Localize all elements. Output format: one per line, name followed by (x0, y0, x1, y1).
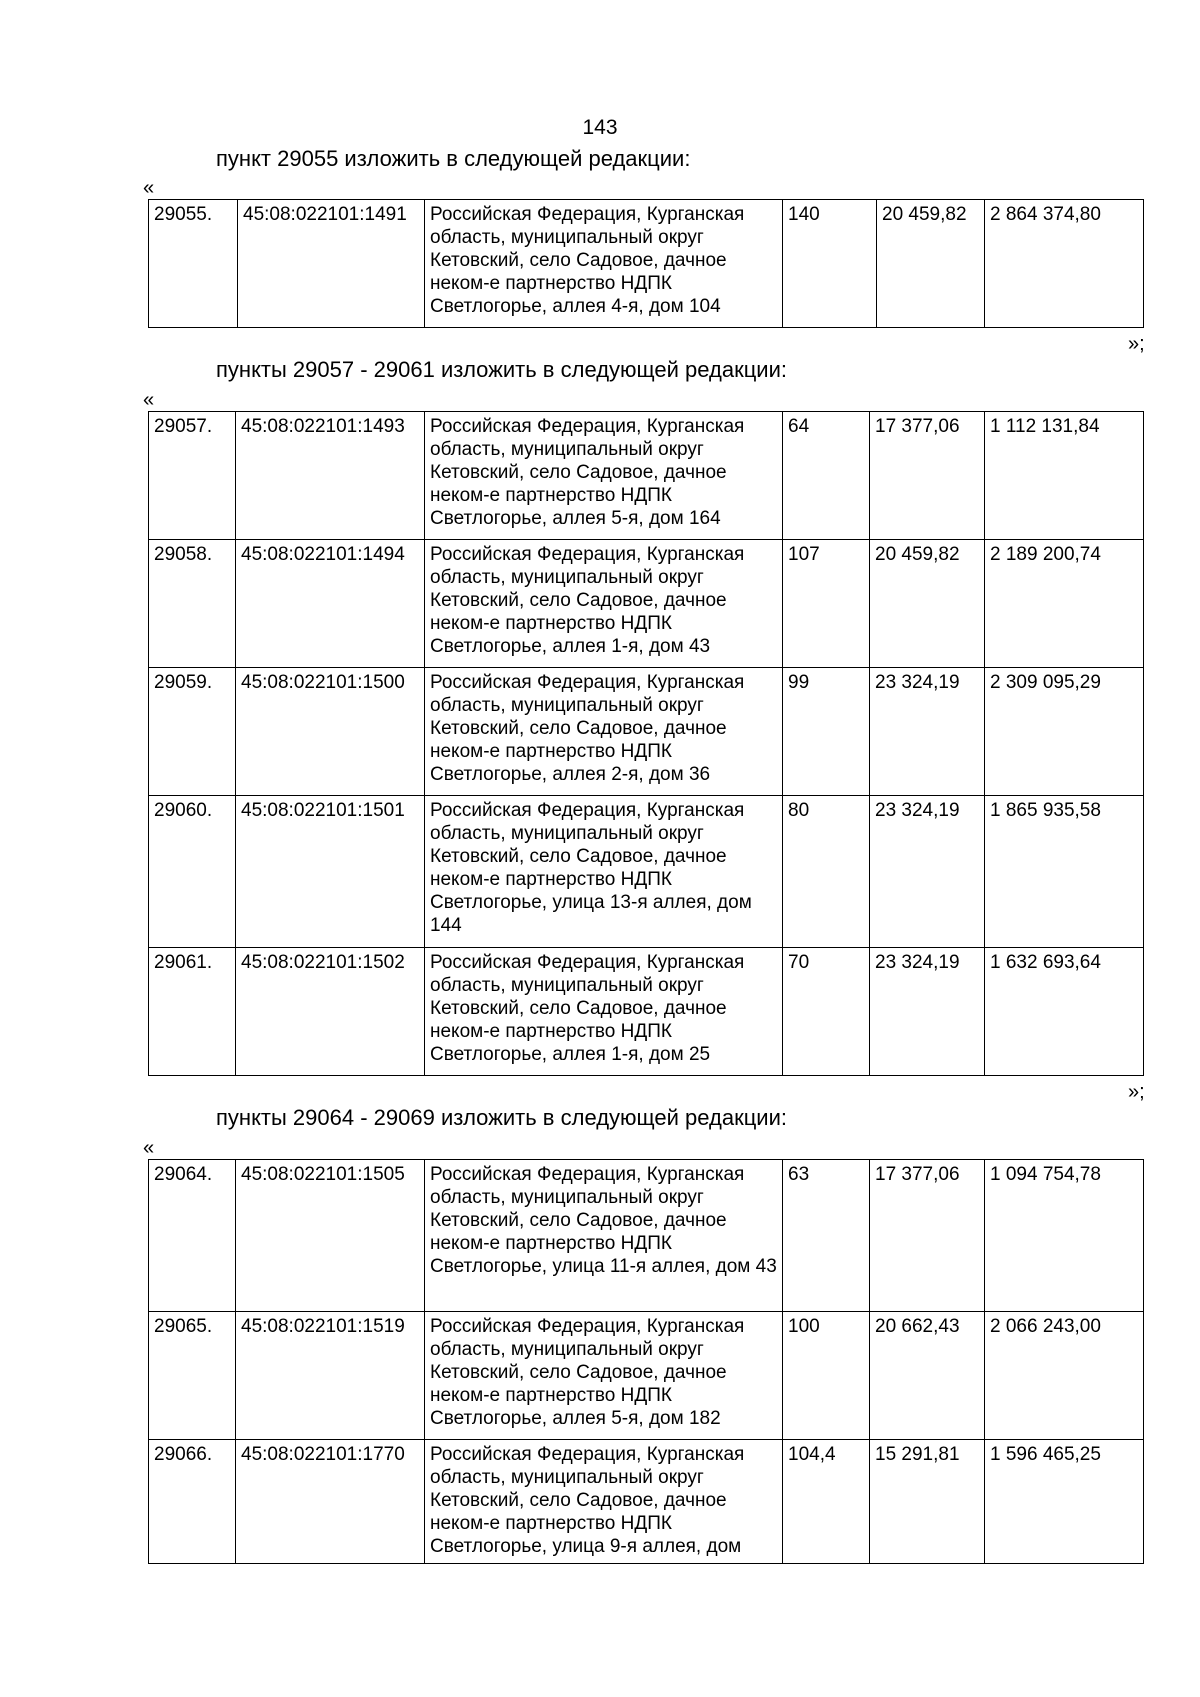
total-value: 2 864 374,80 (985, 200, 1144, 328)
cadastral-table (148, 1159, 1144, 1564)
row-number: 29058. (149, 540, 236, 668)
area: 70 (783, 948, 870, 1076)
total-value: 2 189 200,74 (985, 540, 1144, 668)
unit-price: 20 662,43 (870, 1312, 985, 1440)
section-heading: пункты 29064 - 29069 изложить в следующей редакции: (216, 1105, 788, 1130)
table-row (149, 540, 1144, 668)
area: 107 (783, 540, 870, 668)
section-heading: пункт 29055 изложить в следующей редакции: (216, 146, 691, 171)
close-quote: »; (1128, 333, 1145, 355)
table-row (149, 796, 1144, 948)
area: 104,4 (783, 1440, 870, 1564)
address: Российская Федерация, Курганская область, муниципальный округ Кетовский, село Садовое, дачное неком-е партнерство НДПК Светлогорье, улица 13-я аллея, дом 144 (425, 796, 783, 948)
row-number: 29059. (149, 668, 236, 796)
area: 80 (783, 796, 870, 948)
table-row (149, 1312, 1144, 1440)
table-row (149, 668, 1144, 796)
total-value: 2 066 243,00 (985, 1312, 1144, 1440)
address: Российская Федерация, Курганская область, муниципальный округ Кетовский, село Садовое, дачное неком-е партнерство НДПК Светлогорье, улица 11-я аллея, дом 43 (425, 1160, 783, 1312)
total-value: 1 632 693,64 (985, 948, 1144, 1076)
address: Российская Федерация, Курганская область, муниципальный округ Кетовский, село Садовое, дачное неком-е партнерство НДПК Светлогорье, аллея 1-я, дом 25 (425, 948, 783, 1076)
open-quote: « (143, 1137, 155, 1159)
area: 63 (783, 1160, 870, 1312)
cadastral-number: 45:08:022101:1519 (236, 1312, 425, 1440)
row-number: 29060. (149, 796, 236, 948)
unit-price: 20 459,82 (870, 540, 985, 668)
section-heading: пункты 29057 - 29061 изложить в следующей редакции: (216, 357, 788, 382)
table-row (149, 948, 1144, 1076)
address: Российская Федерация, Курганская область, муниципальный округ Кетовский, село Садовое, дачное неком-е партнерство НДПК Светлогорье, аллея 5-я, дом 164 (425, 412, 783, 540)
cadastral-table (148, 199, 1144, 328)
unit-price: 15 291,81 (870, 1440, 985, 1564)
address: Российская Федерация, Курганская область, муниципальный округ Кетовский, село Садовое, дачное неком-е партнерство НДПК Светлогорье, аллея 5-я, дом 182 (425, 1312, 783, 1440)
close-quote: »; (1128, 1081, 1145, 1103)
cadastral-number: 45:08:022101:1493 (236, 412, 425, 540)
row-number: 29066. (149, 1440, 236, 1564)
address: Российская Федерация, Курганская область, муниципальный округ Кетовский, село Садовое, дачное неком-е партнерство НДПК Светлогорье, улица 9-я аллея, дом (425, 1440, 783, 1564)
area: 140 (783, 200, 877, 328)
total-value: 1 112 131,84 (985, 412, 1144, 540)
table-row (149, 412, 1144, 540)
table-row (149, 1160, 1144, 1312)
total-value: 1 865 935,58 (985, 796, 1144, 948)
unit-price: 17 377,06 (870, 412, 985, 540)
area: 99 (783, 668, 870, 796)
area: 64 (783, 412, 870, 540)
unit-price: 20 459,82 (877, 200, 985, 328)
total-value: 2 309 095,29 (985, 668, 1144, 796)
cadastral-number: 45:08:022101:1505 (236, 1160, 425, 1312)
row-number: 29061. (149, 948, 236, 1076)
unit-price: 23 324,19 (870, 668, 985, 796)
row-number: 29055. (149, 200, 238, 328)
table-row (149, 1440, 1144, 1564)
address: Российская Федерация, Курганская область, муниципальный округ Кетовский, село Садовое, дачное неком-е партнерство НДПК Светлогорье, аллея 4-я, дом 104 (425, 200, 783, 328)
row-number: 29064. (149, 1160, 236, 1312)
address: Российская Федерация, Курганская область, муниципальный округ Кетовский, село Садовое, дачное неком-е партнерство НДПК Светлогорье, аллея 1-я, дом 43 (425, 540, 783, 668)
cadastral-number: 45:08:022101:1502 (236, 948, 425, 1076)
cadastral-number: 45:08:022101:1494 (236, 540, 425, 668)
row-number: 29057. (149, 412, 236, 540)
address: Российская Федерация, Курганская область, муниципальный округ Кетовский, село Садовое, дачное неком-е партнерство НДПК Светлогорье, аллея 2-я, дом 36 (425, 668, 783, 796)
area: 100 (783, 1312, 870, 1440)
open-quote: « (143, 177, 155, 199)
table-row (149, 200, 1144, 328)
row-number: 29065. (149, 1312, 236, 1440)
total-value: 1 094 754,78 (985, 1160, 1144, 1312)
unit-price: 23 324,19 (870, 948, 985, 1076)
cadastral-number: 45:08:022101:1770 (236, 1440, 425, 1564)
unit-price: 23 324,19 (870, 796, 985, 948)
unit-price: 17 377,06 (870, 1160, 985, 1312)
cadastral-number: 45:08:022101:1491 (238, 200, 425, 328)
page-number: 143 (582, 116, 618, 139)
cadastral-number: 45:08:022101:1501 (236, 796, 425, 948)
cadastral-table (148, 411, 1144, 1076)
open-quote: « (143, 389, 155, 411)
cadastral-number: 45:08:022101:1500 (236, 668, 425, 796)
total-value: 1 596 465,25 (985, 1440, 1144, 1564)
